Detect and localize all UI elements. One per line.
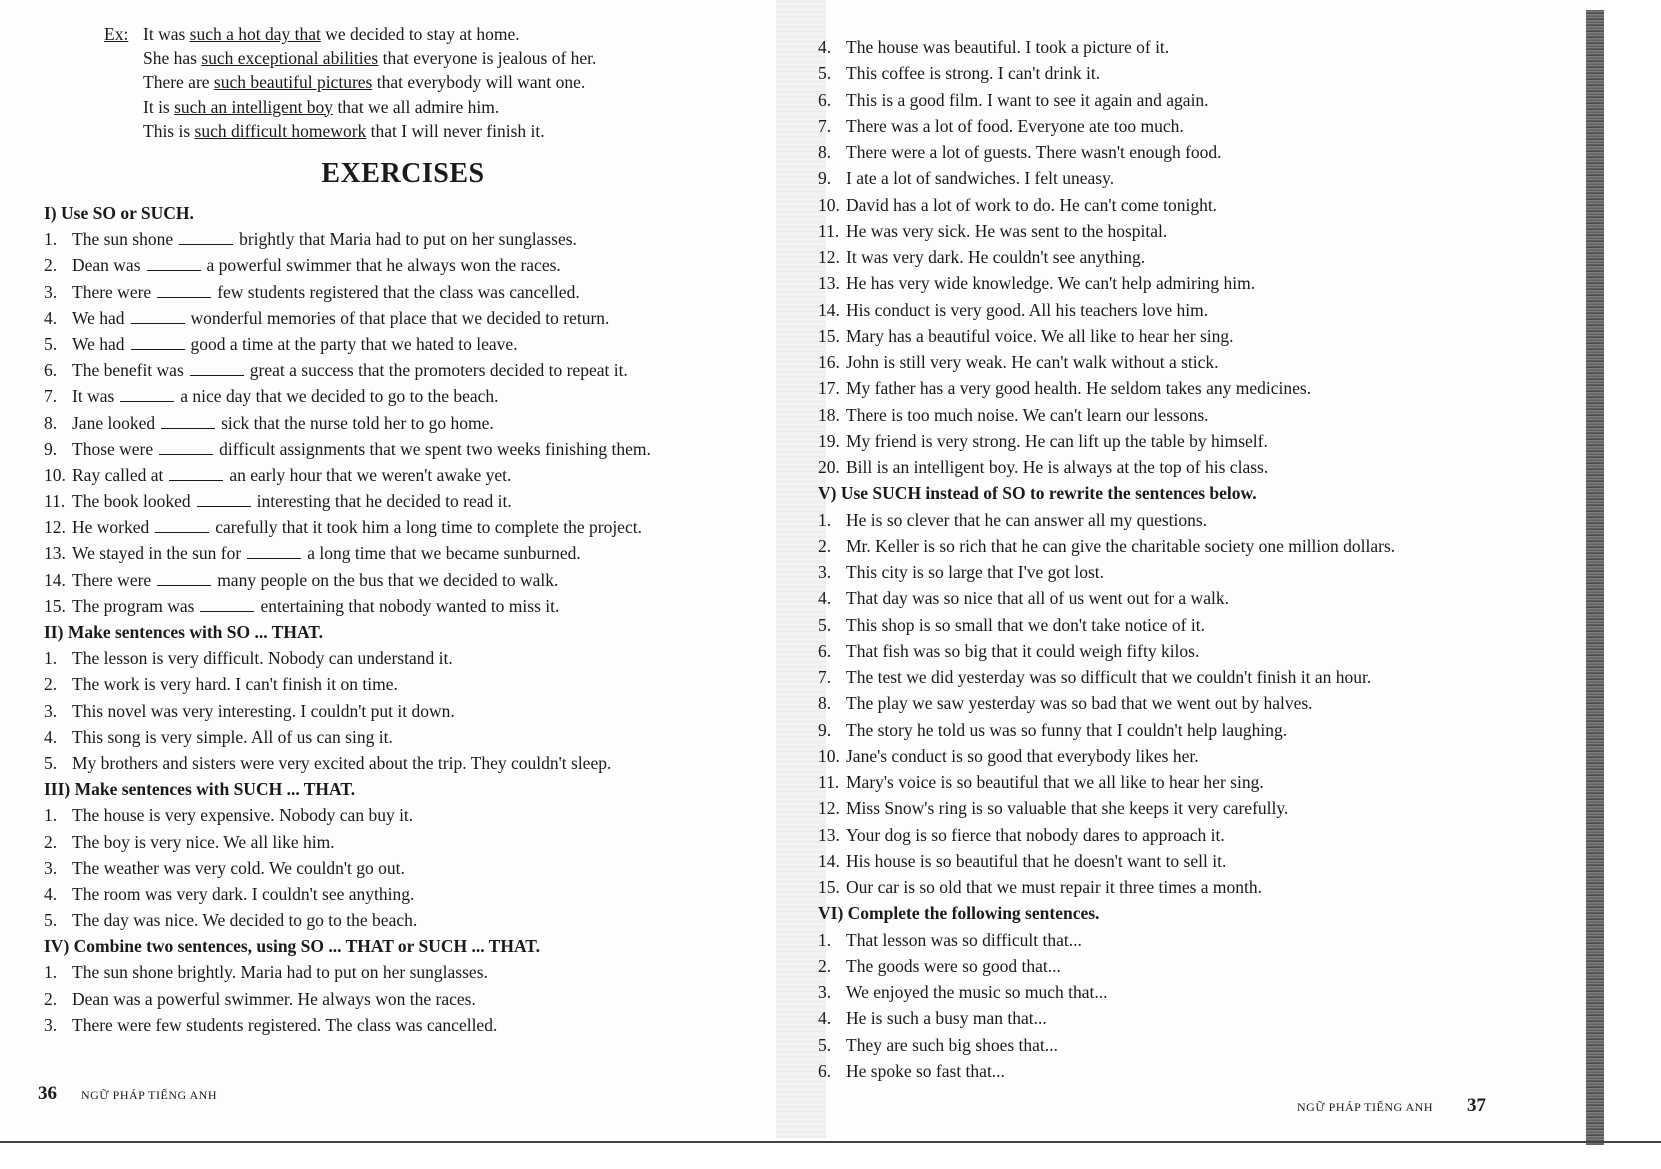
item-text: This song is very simple. All of us can sing it. xyxy=(72,726,393,747)
exercise-item xyxy=(818,769,1588,795)
exercise-item xyxy=(44,959,766,985)
item-text: The house was beautiful. I took a picture of it. xyxy=(846,37,1170,57)
page-edge-strip xyxy=(1586,10,1604,1145)
item-number: 4. xyxy=(44,307,58,328)
item-text: The benefit was xyxy=(72,360,184,381)
item-text: Mary has a beautiful voice. We all like to hear her sing. xyxy=(846,325,1234,346)
item-text: The play we saw yesterday was so bad that we went out by halves. xyxy=(846,693,1313,714)
item-text: This novel was very interesting. I couldn't put it down. xyxy=(72,700,455,721)
item-number: 3. xyxy=(818,982,832,1002)
answer-blank xyxy=(247,544,301,559)
item-number: 3. xyxy=(44,281,58,302)
item-text: He is such a busy man that... xyxy=(846,1008,1047,1029)
example-block xyxy=(104,22,596,143)
right-exercises xyxy=(818,34,1588,1084)
item-number: 15. xyxy=(44,595,66,616)
page-number: 37 xyxy=(1466,1095,1486,1116)
left-page xyxy=(0,0,776,1138)
answer-blank xyxy=(131,309,185,324)
answer-blank xyxy=(120,387,174,402)
exercise-item xyxy=(818,1005,1588,1031)
scan-bottom-line xyxy=(0,1141,1661,1143)
item-text: There were few students registered. The class was cancelled. xyxy=(72,1014,498,1035)
item-text: He was very sick. He was sent to the hospital. xyxy=(846,220,1168,241)
exercise-item xyxy=(818,822,1588,848)
item-text: Jane's conduct is so good that everybody likes her. xyxy=(846,745,1199,766)
exercise-item xyxy=(818,244,1588,270)
answer-blank xyxy=(197,492,251,507)
exercise-item xyxy=(44,986,766,1012)
item-number: 1. xyxy=(44,805,58,826)
exercise-item xyxy=(818,690,1588,716)
item-text: Miss Snow's ring is so valuable that she keeps it very carefully. xyxy=(846,798,1289,819)
item-text: This city is so large that I've got lost. xyxy=(846,562,1105,582)
section-heading: III) Make sentences with SUCH ... THAT. xyxy=(44,779,356,800)
item-number: 6. xyxy=(818,1060,832,1081)
item-text: The story he told us was so funny that I couldn't help laughing. xyxy=(846,719,1288,740)
item-text: There was a lot of food. Everyone ate too much. xyxy=(846,115,1184,136)
item-number: 4. xyxy=(818,1008,832,1029)
item-number: 2. xyxy=(818,535,832,556)
item-text: an early hour that we weren't awake yet. xyxy=(229,464,512,485)
exercise-item xyxy=(818,270,1588,296)
exercise-item xyxy=(44,881,766,907)
item-text: This is a good film. I want to see it again and again. xyxy=(846,89,1209,110)
item-number: 7. xyxy=(818,667,832,687)
exercise-item xyxy=(44,279,766,305)
item-text: great a success that the promoters decided to repeat it. xyxy=(249,360,628,381)
item-text: Bill is an intelligent boy. He is always at the top of his class. xyxy=(846,457,1269,477)
exercise-item xyxy=(818,60,1588,86)
exercise-item xyxy=(44,410,766,436)
item-number: 3. xyxy=(44,700,58,721)
item-text: Your dog is so fierce that nobody dares to approach it. xyxy=(846,824,1225,845)
exercise-item xyxy=(818,192,1588,218)
exercise-item xyxy=(44,567,766,593)
answer-blank xyxy=(200,597,254,612)
answer-blank xyxy=(157,571,211,586)
item-number: 8. xyxy=(44,412,58,433)
example-underlined: such a hot day that xyxy=(189,24,321,44)
item-text: My friend is very strong. He can lift up the table by himself. xyxy=(846,430,1268,451)
item-number: 5. xyxy=(44,333,58,354)
item-text: Dean was a powerful swimmer. He always won the races. xyxy=(72,988,476,1009)
exercise-item xyxy=(818,795,1588,821)
item-text: He is so clever that he can answer all my questions. xyxy=(846,509,1208,530)
exercise-item xyxy=(818,743,1588,769)
example-line xyxy=(104,70,596,94)
item-number: 20. xyxy=(818,457,840,477)
section-heading: IV) Combine two sentences, using SO ... THAT or SUCH ... THAT. xyxy=(44,936,541,957)
answer-blank xyxy=(159,440,213,455)
item-text: There is too much noise. We can't learn our lessons. xyxy=(846,404,1209,425)
exercise-item xyxy=(818,717,1588,743)
item-text: interesting that he decided to read it. xyxy=(256,491,512,512)
item-text: There were xyxy=(72,281,152,302)
exercise-item xyxy=(44,488,766,514)
item-text: It was xyxy=(72,386,115,407)
exercise-item xyxy=(44,252,766,278)
item-number: 1. xyxy=(818,929,832,950)
answer-blank xyxy=(169,466,223,481)
example-line xyxy=(104,22,596,46)
exercise-item xyxy=(818,297,1588,323)
item-number: 7. xyxy=(818,115,832,136)
exercise-item xyxy=(44,357,766,383)
item-number: 3. xyxy=(44,1014,58,1035)
item-number: 8. xyxy=(818,142,832,162)
item-text: He worked xyxy=(72,517,150,538)
item-text: His house is so beautiful that he doesn't want to sell it. xyxy=(846,850,1227,871)
item-text: We had xyxy=(72,333,125,354)
exercise-item xyxy=(818,34,1588,60)
item-number: 3. xyxy=(818,562,832,582)
item-number: 5. xyxy=(44,752,58,773)
item-number: 1. xyxy=(818,509,832,530)
book-title: NGỮ PHÁP TIẾNG ANH xyxy=(1297,1100,1433,1114)
exercise-item xyxy=(818,848,1588,874)
exercise-item xyxy=(44,829,766,855)
exercise-item xyxy=(818,1058,1588,1084)
item-text: The work is very hard. I can't finish it on time. xyxy=(72,674,398,695)
item-text: The program was xyxy=(72,595,195,616)
exercise-item xyxy=(44,855,766,881)
section-heading: VI) Complete the following sentences. xyxy=(818,903,1100,924)
answer-blank xyxy=(155,518,209,533)
item-number: 7. xyxy=(44,386,58,407)
exercise-item xyxy=(44,305,766,331)
exercise-item xyxy=(818,1032,1588,1058)
item-number: 9. xyxy=(818,719,832,740)
item-text: The lesson is very difficult. Nobody can understand it. xyxy=(72,648,453,669)
item-number: 12. xyxy=(818,247,840,267)
item-number: 16. xyxy=(818,352,840,372)
item-text: That lesson was so difficult that... xyxy=(846,929,1082,950)
item-number: 15. xyxy=(818,877,840,897)
example-text: we decided to stay at home. xyxy=(320,24,520,44)
item-number: 4. xyxy=(44,883,58,904)
answer-blank xyxy=(157,283,211,298)
item-number: 10. xyxy=(818,745,840,766)
item-text: Our car is so old that we must repair it three times a month. xyxy=(846,877,1263,897)
item-text: I ate a lot of sandwiches. I felt uneasy. xyxy=(846,168,1115,189)
example-text: that everyone is jealous of her. xyxy=(378,48,597,69)
item-number: 6. xyxy=(818,640,832,661)
item-number: 4. xyxy=(818,37,832,57)
item-text: There were a lot of guests. There wasn't enough food. xyxy=(846,142,1222,162)
right-page xyxy=(776,0,1602,1138)
exercise-item xyxy=(44,226,766,252)
item-text: That fish was so big that it could weigh fifty kilos. xyxy=(846,640,1200,661)
item-text: difficult assignments that we spent two weeks finishing them. xyxy=(219,438,651,459)
item-number: 5. xyxy=(818,1034,832,1055)
item-number: 8. xyxy=(818,693,832,714)
exercise-item xyxy=(44,671,766,697)
exercise-item xyxy=(818,428,1588,454)
item-number: 11. xyxy=(818,772,840,792)
page-number: 36 xyxy=(38,1083,57,1104)
item-number: 10. xyxy=(44,464,66,485)
item-text: Those were xyxy=(72,438,154,459)
exercise-item xyxy=(44,802,766,828)
exercise-item xyxy=(44,698,766,724)
item-text: carefully that it took him a long time to complete the project. xyxy=(215,517,642,538)
item-number: 4. xyxy=(818,588,832,609)
item-text: We stayed in the sun for xyxy=(72,543,242,564)
item-text: The day was nice. We decided to go to the beach. xyxy=(72,910,418,931)
item-number: 2. xyxy=(44,674,58,695)
footer-right xyxy=(1297,1095,1486,1117)
item-number: 3. xyxy=(44,857,58,878)
example-text: that everybody will want one. xyxy=(372,72,586,93)
exercise-item xyxy=(818,165,1588,191)
exercise-item xyxy=(818,349,1588,375)
item-number: 2. xyxy=(44,255,58,276)
exercise-item xyxy=(818,559,1588,585)
section-heading: V) Use SUCH instead of SO to rewrite the sentences below. xyxy=(818,483,1257,504)
item-text: sick that the nurse told her to go home. xyxy=(221,412,494,433)
exercise-item xyxy=(44,750,766,776)
example-label: Ex: xyxy=(104,24,129,44)
exercise-item xyxy=(44,462,766,488)
item-text: The room was very dark. I couldn't see anything. xyxy=(72,883,415,904)
example-line xyxy=(104,95,596,119)
item-text: John is still very weak. He can't walk without a stick. xyxy=(846,352,1219,372)
item-number: 5. xyxy=(44,910,58,931)
item-number: 14. xyxy=(818,299,840,320)
example-text: It is xyxy=(143,96,175,117)
item-text: David has a lot of work to do. He can't come tonight. xyxy=(846,194,1218,215)
item-text: a long time that we became sunburned. xyxy=(307,543,581,564)
item-text: Jane looked xyxy=(72,412,156,433)
exercise-item xyxy=(44,383,766,409)
example-text: that I will never finish it. xyxy=(366,120,545,141)
item-number: 17. xyxy=(818,378,840,399)
footer-left xyxy=(38,1083,217,1105)
example-text: It was xyxy=(143,24,190,44)
example-underlined: such beautiful pictures xyxy=(213,72,373,93)
item-text: many people on the bus that we decided to walk. xyxy=(217,569,559,590)
item-number: 5. xyxy=(818,614,832,635)
exercise-item xyxy=(818,612,1588,638)
example-text: She has xyxy=(143,48,202,69)
exercise-item xyxy=(44,1012,766,1038)
item-number: 9. xyxy=(44,438,58,459)
example-text: There are xyxy=(143,72,214,93)
item-text: The boy is very nice. We all like him. xyxy=(72,831,335,852)
exercise-item xyxy=(818,139,1588,165)
item-text: Dean was xyxy=(72,255,141,276)
left-exercises xyxy=(44,200,766,1038)
exercise-item xyxy=(818,218,1588,244)
exercise-item xyxy=(818,533,1588,559)
item-number: 12. xyxy=(44,517,66,538)
exercises-title: EXERCISES xyxy=(321,158,485,189)
example-line xyxy=(104,119,596,143)
answer-blank xyxy=(147,256,201,271)
item-text: a powerful swimmer that he always won the races. xyxy=(206,255,561,276)
item-text: They are such big shoes that... xyxy=(846,1034,1058,1055)
item-text: The test we did yesterday was so difficult that we couldn't finish it an hour. xyxy=(846,667,1372,687)
item-text: We enjoyed the music so much that... xyxy=(846,982,1108,1002)
exercise-item xyxy=(818,375,1588,401)
exercise-item xyxy=(818,664,1588,690)
item-text: He spoke so fast that... xyxy=(846,1060,1005,1081)
item-number: 19. xyxy=(818,430,840,451)
example-underlined: such exceptional abilities xyxy=(201,48,379,69)
item-text: He has very wide knowledge. We can't help admiring him. xyxy=(846,273,1256,294)
item-text: The house is very expensive. Nobody can buy it. xyxy=(72,805,414,826)
item-text: This coffee is strong. I can't drink it. xyxy=(846,63,1101,84)
item-text: This shop is so small that we don't take notice of it. xyxy=(846,614,1205,635)
item-number: 13. xyxy=(818,824,840,845)
exercise-item xyxy=(44,331,766,357)
item-text: There were xyxy=(72,569,152,590)
item-number: 11. xyxy=(44,491,66,512)
item-number: 13. xyxy=(44,543,66,564)
item-text: few students registered that the class was cancelled. xyxy=(217,281,580,302)
item-text: Mary's voice is so beautiful that we all like to hear her sing. xyxy=(846,772,1264,792)
example-text: This is xyxy=(143,120,195,141)
item-number: 2. xyxy=(818,955,832,976)
item-number: 10. xyxy=(818,194,840,215)
exercise-item xyxy=(44,645,766,671)
item-text: The sun shone brightly. Maria had to put on her sunglasses. xyxy=(72,962,488,983)
exercise-item xyxy=(818,585,1588,611)
item-text: wonderful memories of that place that we decided to return. xyxy=(190,307,610,328)
example-underlined: such an intelligent boy xyxy=(174,96,334,117)
item-number: 14. xyxy=(818,850,840,871)
item-text: We had xyxy=(72,307,125,328)
item-text: My brothers and sisters were very excited about the trip. They couldn't sleep. xyxy=(72,752,612,773)
book-title: NGỮ PHÁP TIẾNG ANH xyxy=(81,1088,217,1102)
answer-blank xyxy=(190,361,244,376)
answer-blank xyxy=(179,230,233,245)
item-number: 13. xyxy=(818,273,840,294)
section-heading: II) Make sentences with SO ... THAT. xyxy=(44,622,324,642)
exercise-item xyxy=(44,540,766,566)
item-number: 2. xyxy=(44,831,58,852)
section-heading: I) Use SO or SUCH. xyxy=(44,203,194,223)
exercise-item xyxy=(44,593,766,619)
item-number: 18. xyxy=(818,404,840,425)
item-text: Ray called at xyxy=(72,464,164,485)
exercise-item xyxy=(818,638,1588,664)
item-number: 14. xyxy=(44,569,66,590)
exercise-item xyxy=(818,113,1588,139)
exercise-item xyxy=(44,436,766,462)
exercise-item xyxy=(818,507,1588,533)
item-number: 4. xyxy=(44,726,58,747)
item-text: Mr. Keller is so rich that he can give the charitable society one million dollars. xyxy=(846,535,1396,556)
item-number: 11. xyxy=(818,220,840,241)
item-number: 12. xyxy=(818,798,840,819)
answer-blank xyxy=(161,414,215,429)
item-text: It was very dark. He couldn't see anything. xyxy=(846,247,1146,267)
exercise-item xyxy=(818,402,1588,428)
item-text: The goods were so good that... xyxy=(846,955,1061,976)
exercise-item xyxy=(44,514,766,540)
item-number: 6. xyxy=(44,360,58,381)
item-text: brightly that Maria had to put on her sunglasses. xyxy=(239,229,577,250)
item-number: 1. xyxy=(44,962,58,983)
exercise-item xyxy=(818,874,1588,900)
item-text: That day was so nice that all of us went out for a walk. xyxy=(846,588,1229,609)
item-number: 9. xyxy=(818,168,832,189)
item-text: good a time at the party that we hated to leave. xyxy=(190,333,518,354)
exercise-item xyxy=(44,724,766,750)
example-text: that we all admire him. xyxy=(333,96,500,117)
exercise-item xyxy=(818,87,1588,113)
item-number: 15. xyxy=(818,325,840,346)
example-line xyxy=(104,46,596,70)
item-number: 5. xyxy=(818,63,832,84)
exercise-item xyxy=(818,323,1588,349)
item-text: His conduct is very good. All his teachers love him. xyxy=(846,299,1209,320)
item-text: The book looked xyxy=(72,491,191,512)
item-text: entertaining that nobody wanted to miss it. xyxy=(260,595,560,616)
answer-blank xyxy=(131,335,185,350)
item-text: a nice day that we decided to go to the beach. xyxy=(180,386,499,407)
exercise-item xyxy=(818,953,1588,979)
item-number: 1. xyxy=(44,229,58,250)
exercise-item xyxy=(818,979,1588,1005)
item-number: 1. xyxy=(44,648,58,669)
exercise-item xyxy=(44,907,766,933)
item-number: 2. xyxy=(44,988,58,1009)
example-underlined: such difficult homework xyxy=(194,120,367,141)
item-text: My father has a very good health. He seldom takes any medicines. xyxy=(846,378,1312,399)
item-number: 6. xyxy=(818,89,832,110)
exercise-item xyxy=(818,927,1588,953)
item-text: The sun shone xyxy=(72,229,174,250)
item-text: The weather was very cold. We couldn't go out. xyxy=(72,857,405,878)
exercise-item xyxy=(818,454,1588,480)
